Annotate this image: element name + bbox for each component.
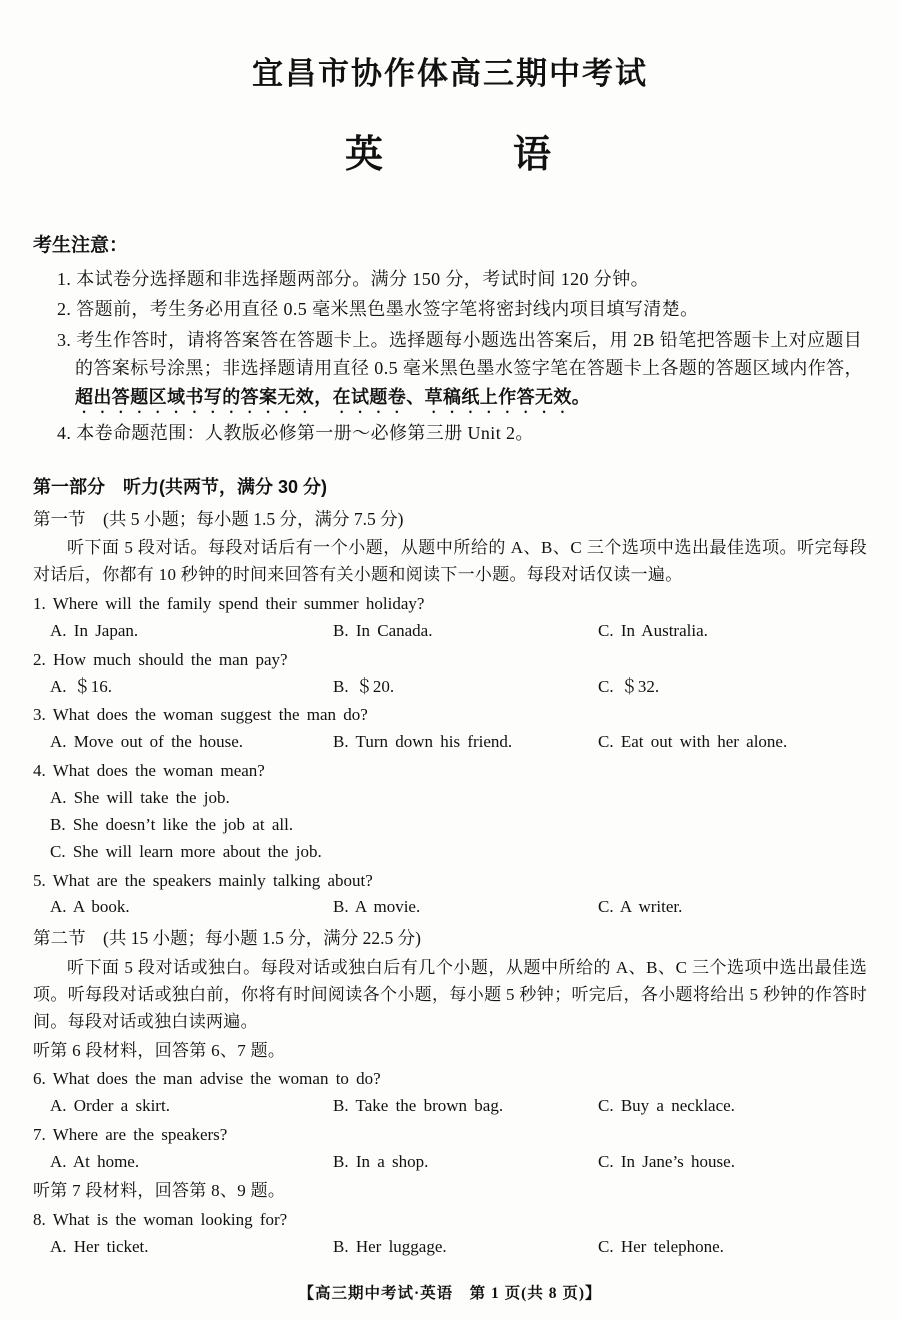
question-text: 8. What is the woman looking for? xyxy=(33,1209,288,1229)
part1-heading: 第一部分 听力(共两节，满分 30 分) xyxy=(33,477,328,498)
question-text: 4. What does the woman mean? xyxy=(33,761,265,781)
section2-heading: 第二节 (共 15 小题；每小题 1.5 分，满分 22.5 分) xyxy=(33,928,421,949)
option-a: A. Her ticket. xyxy=(50,1236,149,1256)
option-c: C. A writer. xyxy=(598,897,683,917)
question-1 xyxy=(33,591,867,645)
question-options xyxy=(33,894,867,921)
question-text: 3. What does the woman suggest the man do? xyxy=(33,705,368,725)
question-5 xyxy=(33,868,867,922)
question-text: 1. Where will the family spend their summer holiday? xyxy=(33,594,425,613)
option-b: B. Take the brown bag. xyxy=(333,1096,504,1116)
question-7 xyxy=(33,1122,867,1176)
question-3 xyxy=(33,702,867,756)
question-options xyxy=(33,1234,867,1261)
question-options xyxy=(33,1093,867,1120)
option-b: B. Her luggage. xyxy=(333,1236,447,1256)
question-options xyxy=(33,674,867,701)
option-a: A. She will take the job. xyxy=(50,788,230,808)
section1-instructions: 听下面 5 段对话。每段对话后有一个小题，从题中所给的 A、B、C 三个选项中选出最佳选项。听完每段对话后，你都有 10 秒钟的时间来回答有关小题和阅读下一小题。每段对话仅读一遍。 xyxy=(33,538,867,585)
option-a: A. A book. xyxy=(50,897,130,917)
option-a: A. Order a skirt. xyxy=(50,1096,170,1116)
option-b: B. A movie. xyxy=(333,897,421,917)
option-b: B. In a shop. xyxy=(333,1151,429,1171)
material-7-line: 听第 7 段材料，回答第 8、9 题。 xyxy=(33,1180,286,1200)
option-c: C. ＄32. xyxy=(598,676,660,696)
notice-heading: 考生注意： xyxy=(33,235,129,256)
option-b: B. She doesn’t like the job at all. xyxy=(50,814,294,834)
question-text: 7. Where are the speakers? xyxy=(33,1125,228,1145)
notice-item-4: 4. 本卷命题范围：人教版必修第一册～必修第三册 Unit 2。 xyxy=(57,422,534,443)
option-c: C. Buy a necklace. xyxy=(598,1096,735,1116)
option-a: A. ＄16. xyxy=(50,676,113,696)
question-text: 2. How much should the man pay? xyxy=(33,649,288,669)
option-c: C. She will learn more about the job. xyxy=(50,841,322,861)
subject-title: 英 语 xyxy=(344,133,555,176)
material-6-line: 听第 6 段材料，回答第 6、7 题。 xyxy=(33,1040,286,1060)
question-options xyxy=(33,729,867,756)
question-6 xyxy=(33,1066,867,1120)
option-a: A. In Japan. xyxy=(50,620,139,640)
question-options xyxy=(33,618,867,645)
option-c: C. In Australia. xyxy=(598,620,708,640)
option-c: C. Eat out with her alone. xyxy=(598,732,788,752)
notice-item-3-emphasis: 超出答题区域书写的答案无效，在试题卷、草稿纸上作答无效。 xyxy=(75,386,591,407)
option-c: C. In Jane’s house. xyxy=(598,1151,735,1171)
option-a: A. Move out of the house. xyxy=(50,732,244,752)
page-footer: 【高三期中考试·英语 第 1 页(共 8 页)】 xyxy=(298,1284,602,1302)
notice-item-2: 2. 答题前，考生务必用直径 0.5 毫米黑色墨水签字笔将密封线内项目填写清楚。 xyxy=(57,299,699,320)
option-c: C. Her telephone. xyxy=(598,1236,724,1256)
question-text: 6. What does the man advise the woman to do? xyxy=(33,1069,381,1089)
notice-item-3 xyxy=(57,326,867,417)
notice-list xyxy=(57,265,867,447)
option-b: B. In Canada. xyxy=(333,620,433,640)
section2-instructions: 听下面 5 段对话或独白。每段对话或独白后有几个小题，从题中所给的 A、B、C 三个选项中选出最佳选项。听每段对话或独白前，你将有时间阅读各个小题，每小题 5 秒钟；听完后，各小题将给出 5 秒钟的作答时间。每段对话或独白读两遍。 xyxy=(33,957,867,1031)
option-b: B. Turn down his friend. xyxy=(333,732,513,752)
question-8 xyxy=(33,1207,867,1261)
notice-item-1: 1. 本试卷分选择题和非选择题两部分。满分 150 分，考试时间 120 分钟。 xyxy=(57,269,649,290)
option-a: A. At home. xyxy=(50,1151,140,1171)
section1-heading: 第一节 (共 5 小题；每小题 1.5 分，满分 7.5 分) xyxy=(33,508,404,529)
option-b: B. ＄20. xyxy=(333,676,395,696)
page-title: 宜昌市协作体高三期中考试 xyxy=(252,56,648,91)
notice-item-3-text: 3. 考生作答时，请将答案答在答题卡上。选择题每小题选出答案后，用 2B 铅笔把答题卡上对应题目的答案标号涂黑；非选择题请用直径 0.5 毫米黑色墨水签字笔在答题卡上各题的答题区域内作答， xyxy=(57,329,863,379)
question-options xyxy=(33,1149,867,1176)
question-2 xyxy=(33,647,867,701)
question-options xyxy=(33,785,867,866)
question-text: 5. What are the speakers mainly talking about? xyxy=(33,870,373,890)
question-4 xyxy=(33,758,867,865)
